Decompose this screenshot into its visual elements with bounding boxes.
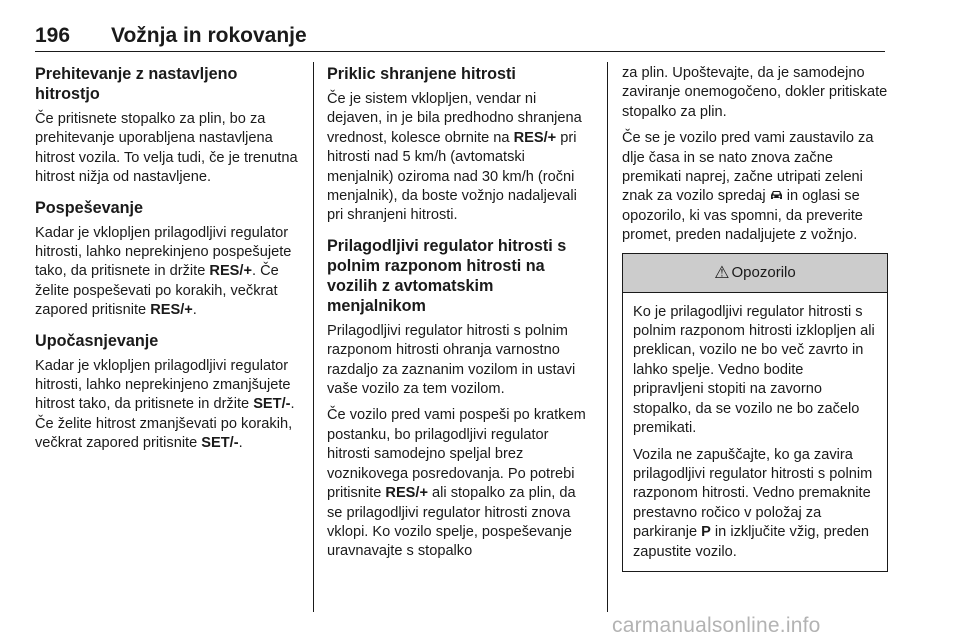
res-label: RES/+ xyxy=(209,263,252,280)
heading-accelerating: Pospeševanje xyxy=(35,198,143,217)
paragraph-full-range-acc: Prilagodljivi regulator hitrosti s polnim razponom hitrosti ohranja varnostno razdaljo za zaznanim vozilom in ustavi vaše vozilo za tem vozilom. xyxy=(327,322,576,398)
paragraph-accelerating: Kadar je vklopljen prilagodljivi regulator hitrosti, lahko neprekinjeno pospešujete tako, da pritisnete in držite RES/+. Če želite pospeševati po korakih, večkrat zapored pritisnite RES/+. xyxy=(35,224,292,319)
vehicle-ahead-icon xyxy=(770,190,783,201)
watermark: carmanualsonline.info xyxy=(612,614,821,637)
park-label: P xyxy=(701,524,711,541)
heading-full-range-acc: Prilagodljivi regulator hitrosti s polnim razponom hitrosti na vozilih z avtomatskim menjalnikom xyxy=(327,236,567,315)
warning-triangle-icon: ⚠ xyxy=(714,262,730,282)
column-left xyxy=(35,64,300,461)
paragraph-overtaking: Če pritisnete stopalko za plin, bo za prehitevanje uporabljena nastavljena hitrost vozila. To velja tudi, če je trenutna hitrost nižja od nastavljene. xyxy=(35,111,298,186)
page-header xyxy=(35,22,885,52)
column-right xyxy=(622,64,888,572)
res-label: RES/+ xyxy=(513,129,557,146)
warning-title: Opozorilo xyxy=(731,263,796,281)
column-divider-2 xyxy=(607,62,608,612)
res-label: RES/+ xyxy=(385,485,428,502)
warning-body xyxy=(623,293,887,571)
heading-overtaking: Prehitevanje z nastavljeno hitrostjo xyxy=(35,65,238,103)
paragraph-decelerating: Kadar je vklopljen prilagodljivi regulator hitrosti, lahko neprekinjeno zmanjšujete hitrost tako, da pritisnete in držite SET/-. Če želite hitrost zmanjševati po korakih, večkrat zapored pritisnite SET/-. xyxy=(35,357,295,452)
paragraph-recall-speed: Če je sistem vklopljen, vendar ni dejaven, in je bila predhodno shranjena vrednost, kolesce obrnite na RES/+ pri hitrosti nad 5 km/h (avtomatski menjalnik) oziroma nad 30 km/h (ročni menjalnik), da boste vožnjo nadaljevali pri shranjeni hitrosti. xyxy=(327,91,582,224)
paragraph-continuation: za plin. Upoštevajte, da je samodejno zaviranje onemogočeno, dokler pritiskate stopalko za plin. xyxy=(622,65,888,120)
res-label: RES/+ xyxy=(150,302,193,319)
warning-paragraph-1: Ko je prilagodljivi regulator hitrosti s polnim razponom hitrosti izklopljen ali preklican, vozilo ne bo več zavrto in lahko spelje. Vedno bodite pripravljeni stopiti na zavorno stopalko, da se vozilo ne bo začelo premikati. xyxy=(633,303,875,437)
paragraph-vehicle-ahead: Če se je vozilo pred vami zaustavilo za dlje časa in se nato znova začne premikati naprej, začne utripati zeleni znak za vozilo spredaj in oglasi se opozorilo, ki vas spomni, da preverite promet, preden nadaljujete z vožnjo. xyxy=(622,130,874,244)
paragraph-restart: Če vozilo pred vami pospeši po kratkem postanku, bo prilagodljivi regulator hitrosti samodejno speljal brez voznikovega posredovanja. Po potrebi pritisnite RES/+ ali stopalko za plin, da se prilagodljivi regulator hitrosti znova vklopi. Ko vozilo spelje, pospeševanje uravnavajte s stopalko xyxy=(327,407,586,560)
heading-recall-speed: Priklic shranjene hitrosti xyxy=(327,65,516,83)
page-number: 196 xyxy=(35,24,71,47)
chapter-title: Vožnja in rokovanje xyxy=(111,24,307,47)
set-label: SET/- xyxy=(253,396,291,413)
set-label: SET/- xyxy=(201,435,239,452)
column-middle xyxy=(327,64,595,569)
warning-paragraph-2: Vozila ne zapuščajte, ko ga zavira prilagodljivi regulator hitrosti s polnim razponom hitrosti. Vedno premaknite prestavno ročico v položaj za parkiranje P in izključite vžig, preden zapustite vozilo. xyxy=(633,446,873,560)
warning-header xyxy=(623,254,887,293)
header-rule xyxy=(35,51,885,52)
column-divider-1 xyxy=(313,62,314,612)
warning-box xyxy=(622,253,888,572)
heading-decelerating: Upočasnjevanje xyxy=(35,331,159,350)
